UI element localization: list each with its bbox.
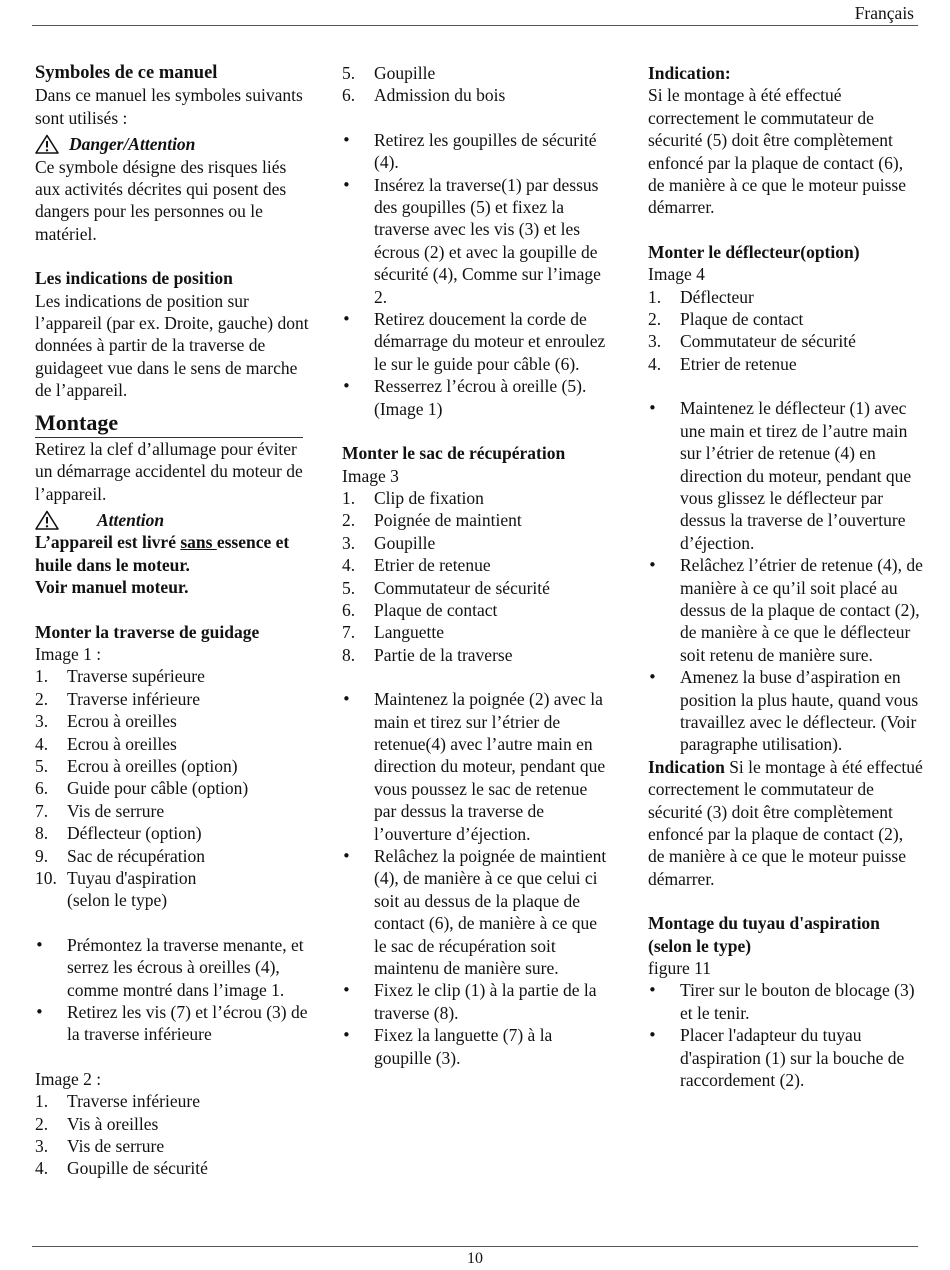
image2-label: Image 2 : — [35, 1068, 102, 1089]
position-text: Les indications de position sur l’appareil (par ex. Droite, gauche) dont données à partir de la traverse de guidageet vue dans le sens de marche de l’appareil. — [35, 290, 309, 401]
list-item: 5. Commutateur de sécurité — [342, 577, 550, 598]
image2-parts-list-continued — [342, 62, 612, 107]
list-item: • Fixez le clip (1) à la partie de la traverse (8). — [342, 979, 612, 1024]
list-item: • Insérez la traverse(1) par dessus des goupilles (5) et fixez la traverse avec les vis (3) et les écrous (2) et avec la goupille de sécurité (4), Comme sur l’image 2. — [342, 174, 612, 308]
list-item: 6. Guide pour câble (option) — [35, 778, 249, 799]
attention-warning — [35, 509, 310, 531]
list-item: 3. Ecrou à oreilles — [35, 711, 177, 732]
column-left — [35, 62, 310, 1180]
image1-parts-list — [35, 665, 310, 911]
danger-warning — [35, 133, 310, 155]
image3-label: Image 3 — [342, 465, 399, 486]
list-item: 7. Languette — [342, 622, 444, 643]
list-item: 1. Traverse supérieure — [35, 666, 205, 687]
attention-label: Attention — [97, 509, 165, 530]
list-item: 5. Goupille — [342, 63, 436, 83]
guide-bullets — [35, 934, 310, 1046]
list-item: • Relâchez la poignée de maintient (4), de manière à ce que celui ci soit au dessus de la plaque de contact (6), de manière à ce que le sac de récupération soit maintenu de manière sure. — [342, 845, 612, 979]
column-right — [648, 62, 923, 1091]
bag-heading: Monter le sac de récupération — [342, 443, 566, 464]
list-item: • Retirez doucement la corde de démarrage du moteur et enroulez le sur le guide pour câble (6). — [342, 308, 612, 375]
list-item: 2. Vis à oreilles — [35, 1113, 159, 1134]
list-item: 2. Poignée de maintient — [342, 510, 522, 531]
montage-text: Retirez la clef d’allumage pour éviter un démarrage accidentel du moteur de l’appareil. — [35, 438, 303, 504]
list-item: • Maintenez la poignée (2) avec la main et tirez sur l’étrier de retenue(4) avec l’autre main en direction du moteur, pendant que vous poussez le sac de retenue par dessus la traverse de l’ouverture d’éjection. — [342, 688, 612, 845]
symbols-heading: Symboles de ce manuel — [35, 63, 218, 83]
list-item: • Retirez les goupilles de sécurité (4). — [342, 129, 612, 174]
image4-label: Image 4 — [648, 264, 705, 285]
danger-label: Danger/Attention — [69, 134, 196, 155]
warning-triangle-icon — [35, 134, 59, 154]
indication-text: Si le montage à été effectué correctement le commutateur de sécurité (5) doit être complètement enfoncé par la plaque de contact (6), de manière à ce que le moteur puisse démarrer. — [648, 85, 907, 218]
deflector-bullets — [648, 397, 923, 756]
page-number: 10 — [467, 1250, 483, 1267]
deflector-heading: Monter le déflecteur(option) — [648, 241, 860, 262]
image3-parts-list — [342, 487, 612, 666]
indication-note: Indication Si le montage à été effectué correctement le commutateur de sécurité (3) doit être complètement enfoncé par la plaque de contact (2), de manière à ce que le moteur puisse démarrer. — [648, 756, 923, 889]
list-item: 8. Partie de la traverse — [342, 644, 513, 665]
list-item: 7. Vis de serrure — [35, 800, 165, 821]
list-item: 5. Ecrou à oreilles (option) — [35, 755, 238, 776]
symbols-intro: Dans ce manuel les symboles suivants sont utilisés : — [35, 85, 303, 128]
list-item: 1. Clip de fixation — [342, 487, 484, 508]
list-item: 8. Déflecteur (option) — [35, 823, 202, 844]
figure11-label: figure 11 — [648, 958, 712, 979]
list-item: • Tirer sur le bouton de blocage (3) et le tenir. — [648, 979, 923, 1024]
hose-bullets — [648, 979, 923, 1091]
guide-heading: Monter la traverse de guidage — [35, 621, 260, 642]
list-item: • Amenez la buse d’aspiration en position la plus haute, quand vous travaillez avec le déflecteur. (Voir paragraphe utilisation). — [648, 666, 923, 756]
list-item: 4. Etrier de retenue — [648, 353, 797, 374]
list-item: • Fixez la languette (7) à la goupille (3). — [342, 1024, 612, 1069]
montage-heading: Montage — [35, 410, 303, 438]
list-item: 1. Traverse inférieure — [35, 1091, 200, 1112]
list-item: 3. Vis de serrure — [35, 1136, 165, 1157]
list-item: 4. Etrier de retenue — [342, 555, 491, 576]
list-item: 3. Goupille — [342, 532, 436, 553]
danger-text: Ce symbole désigne des risques liés aux activités décrites qui posent des dangers pour les personnes ou le matériel. — [35, 156, 287, 244]
list-item: 10. Tuyau d'aspiration (selon le type) — [35, 868, 197, 911]
list-item: 2. Plaque de contact — [648, 309, 804, 330]
position-heading: Les indications de position — [35, 268, 233, 289]
header-language: Français — [854, 3, 914, 23]
list-item: 2. Traverse inférieure — [35, 688, 200, 709]
list-item: 4. Goupille de sécurité — [35, 1158, 208, 1179]
list-item: 9. Sac de récupération — [35, 845, 205, 866]
list-item: 6. Admission du bois — [342, 85, 506, 106]
image1-label: Image 1 : — [35, 643, 102, 664]
list-item: 3. Commutateur de sécurité — [648, 331, 856, 352]
list-item: 1. Déflecteur — [648, 286, 754, 307]
fuel-warning: L’appareil est livré sans essence et huile dans le moteur. Voir manuel moteur. — [35, 532, 290, 598]
hose-heading: Montage du tuyau d'aspiration (selon le type) — [648, 913, 880, 956]
list-item: 4. Ecrou à oreilles — [35, 733, 177, 754]
list-item: • Retirez les vis (7) et l’écrou (3) de la traverse inférieure — [35, 1001, 310, 1046]
image2-bullets — [342, 129, 612, 420]
list-item: • Relâchez l’étrier de retenue (4), de manière à ce qu’il soit placé au dessus de la plaque de contact (2), de manière à ce que le déflecteur soit retenu de manière sure. — [648, 554, 923, 666]
list-item: 6. Plaque de contact — [342, 599, 498, 620]
bag-bullets — [342, 688, 612, 1069]
footer-divider — [32, 1246, 918, 1247]
warning-triangle-icon — [35, 510, 59, 530]
list-item: • Placer l'adapteur du tuyau d'aspiration (1) sur la bouche de raccordement (2). — [648, 1024, 923, 1091]
indication-heading: Indication: — [648, 63, 731, 83]
column-middle — [342, 62, 612, 1069]
list-item: • Prémontez la traverse menante, et serrez les écrous à oreilles (4), comme montré dans l’image 1. — [35, 934, 310, 1001]
image2-parts-list — [35, 1090, 310, 1180]
header-divider — [32, 25, 918, 26]
image4-parts-list — [648, 286, 923, 376]
list-item: • Resserrez l’écrou à oreille (5). (Image 1) — [342, 375, 612, 420]
list-item: • Maintenez le déflecteur (1) avec une main et tirez de l’autre main sur l’étrier de retenue (4) en direction du moteur, pendant que vous glissez le déflecteur par dessus la traverse de l’ouverture d’éjection. — [648, 397, 923, 554]
